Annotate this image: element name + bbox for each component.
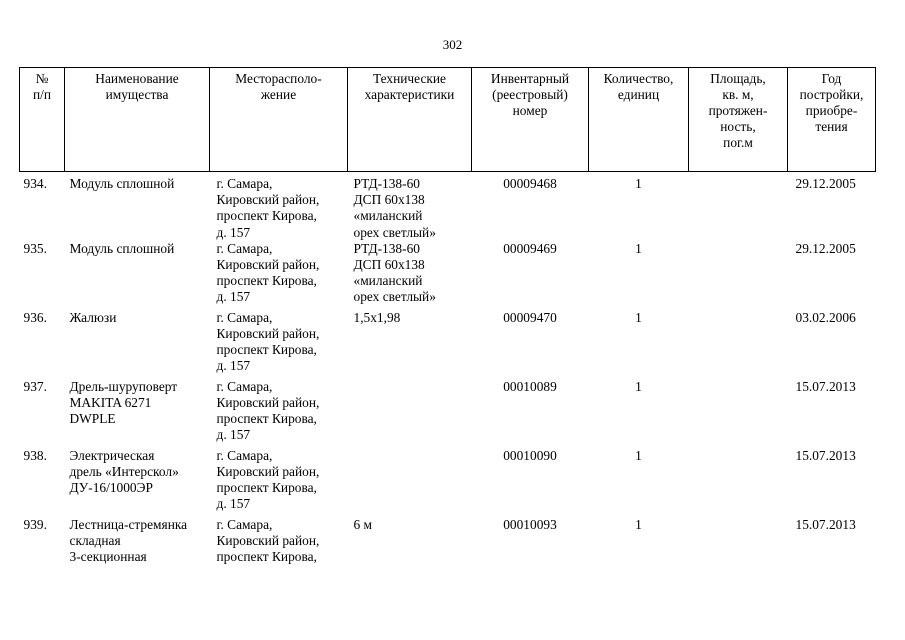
cell-year: 15.07.2013 xyxy=(795,447,856,463)
cell-year: 29.12.2005 xyxy=(795,240,856,256)
cell-location: г. Самара, Кировский район, проспект Кирова, д. 157 xyxy=(216,240,320,305)
cell-quantity: 1 xyxy=(635,516,642,532)
cell-inventory-number: 00010089 xyxy=(503,378,557,394)
cell-location: г. Самара, Кировский район, проспект Кирова, д. 157 xyxy=(216,176,320,240)
cell-name: Дрель-шуруповерт MAKITA 6271 DWPLE xyxy=(69,378,178,427)
cell-name: Модуль сплошной xyxy=(69,176,175,191)
cell-technical xyxy=(348,379,472,448)
cell-inventory-number: 00009468 xyxy=(503,176,557,191)
header-technical: Технические характеристики xyxy=(348,68,472,172)
cell-area xyxy=(689,448,788,517)
cell-num: 939. xyxy=(23,516,47,532)
inventory-table xyxy=(19,67,876,575)
table-row xyxy=(20,241,876,310)
table-header xyxy=(20,68,876,172)
cell-quantity: 1 xyxy=(635,240,642,256)
cell-technical: РТД-138-60 ДСП 60х138 «миланский орех светлый» xyxy=(353,240,436,305)
cell-quantity: 1 xyxy=(635,378,642,394)
header-name: Наименование имущества xyxy=(65,68,210,172)
cell-technical: РТД-138-60 ДСП 60х138 «миланский орех светлый» xyxy=(353,176,436,240)
cell-area xyxy=(689,172,788,241)
cell-name: Лестница-стремянка складная 3-секционная xyxy=(69,516,188,565)
cell-name: Электрическая дрель «Интерскол» ДУ-16/1000ЭР xyxy=(69,447,179,496)
cell-technical: 1,5х1,98 xyxy=(353,309,401,325)
cell-area xyxy=(689,517,788,575)
cell-location: г. Самара, Кировский район, проспект Кирова, xyxy=(216,516,320,565)
header-num: № п/п xyxy=(20,68,65,172)
cell-year: 03.02.2006 xyxy=(795,309,856,325)
cell-num: 938. xyxy=(23,447,47,463)
cell-year: 15.07.2013 xyxy=(795,378,856,394)
cell-location: г. Самара, Кировский район, проспект Кирова, д. 157 xyxy=(216,378,320,443)
cell-name: Жалюзи xyxy=(69,309,117,325)
cell-num: 936. xyxy=(23,309,47,325)
table-row xyxy=(20,379,876,448)
table-row xyxy=(20,310,876,379)
cell-year: 29.12.2005 xyxy=(795,176,856,191)
table-body xyxy=(20,172,876,575)
header-area: Площадь, кв. м, протяжен- ность, пог.м xyxy=(689,68,788,172)
cell-year: 15.07.2013 xyxy=(795,516,856,532)
cell-area xyxy=(689,241,788,310)
cell-name: Модуль сплошной xyxy=(69,240,175,256)
cell-num: 937. xyxy=(23,378,47,394)
cell-num: 934. xyxy=(23,176,47,191)
cell-quantity: 1 xyxy=(635,447,642,463)
page-number: 302 xyxy=(442,37,463,52)
cell-location: г. Самара, Кировский район, проспект Кирова, д. 157 xyxy=(216,309,320,374)
cell-location: г. Самара, Кировский район, проспект Кирова, д. 157 xyxy=(216,447,320,512)
cell-num: 935. xyxy=(23,240,47,256)
cell-inventory-number: 00009469 xyxy=(503,240,557,256)
header-location: Месторасполо- жение xyxy=(210,68,348,172)
table-row xyxy=(20,517,876,575)
header-inventory-number: Инвентарный (реестровый) номер xyxy=(472,68,589,172)
cell-area xyxy=(689,310,788,379)
cell-inventory-number: 00009470 xyxy=(503,309,557,325)
header-row xyxy=(20,68,876,172)
cell-technical xyxy=(348,448,472,517)
header-year: Год постройки, приобре- тения xyxy=(788,68,876,172)
cell-inventory-number: 00010090 xyxy=(503,447,557,463)
cell-quantity: 1 xyxy=(635,176,642,191)
cell-technical: 6 м xyxy=(353,516,373,532)
cell-quantity: 1 xyxy=(635,309,642,325)
header-quantity: Количество, единиц xyxy=(589,68,689,172)
table-row xyxy=(20,172,876,241)
cell-area xyxy=(689,379,788,448)
table-row xyxy=(20,448,876,517)
cell-inventory-number: 00010093 xyxy=(503,516,557,532)
